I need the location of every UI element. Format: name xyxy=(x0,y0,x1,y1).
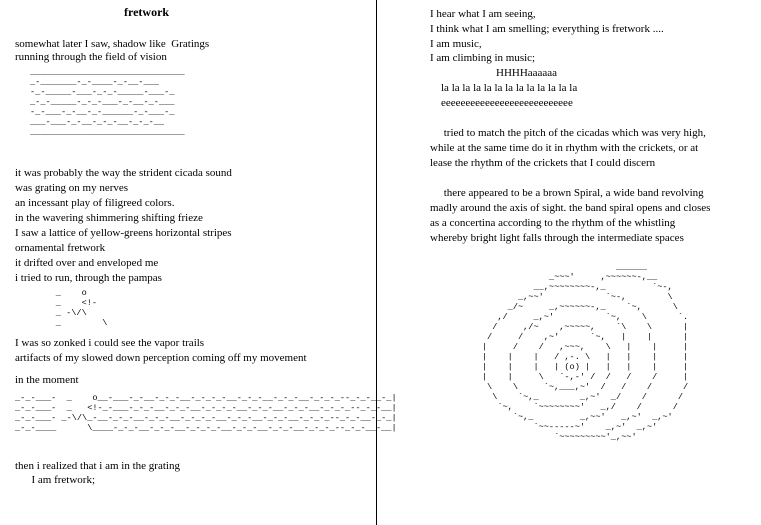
ending-line-1: then i realized that i am in the grating xyxy=(15,460,180,472)
column-divider xyxy=(376,0,377,525)
stanza1-line-5: HHHHaaaaaa xyxy=(430,67,558,79)
stanza2-line-3: lease the rhythm of the crickets that I could discern xyxy=(430,157,656,169)
vapor-line-2: artifacts of my slowed down perception coming off my movement xyxy=(15,352,307,364)
body-line-4: in the wavering shimmering shifting frieze xyxy=(15,212,203,224)
body-line-5: I saw a lattice of yellow-greens horizontal stripes xyxy=(15,227,232,239)
stanza3-line-2: madly around the axis of sight. the band spiral opens and closes xyxy=(430,202,711,214)
stanza1-line-3: I am music, xyxy=(430,38,482,50)
body-line-2: was grating on my nerves xyxy=(15,182,129,194)
stanza3-line-1: there appeared to be a brown Spiral, a wide band revolving xyxy=(430,187,704,199)
stanza1-line-4: I am climbing in music; xyxy=(430,52,536,64)
stanza1-line-2: I think what I am smelling; everything is fretwork .... xyxy=(430,23,664,35)
moment-line: in the moment xyxy=(15,374,79,386)
stanza1-line-6: la la la la la la la la la la la la la xyxy=(430,82,578,94)
stanza1-line-1: I hear what I am seeing, xyxy=(430,8,536,20)
spiral-ascii-art: ______ _~~~' ,~~~~~~-,__ __,~~~~~~~~-,_ `~-, _,~~' `~-, \ _/~ _,~~~~~~-,_ `~, \ ,/ _,~' `~, \ `. / ,/~ ,~~~~~, `\ \ | / / ,~' `~, | | | | / / ,~~~, \ | | | | | | / ,-. \ | | | | | | | | (o) | | | | | | | \ `-,-' / / / / | \ \ `~,___,~' / / / / \ `~,_ _,~' _/ / / `~, `~~~~~~~~' _,/ / / `~,_ _,~~' _,~' _,~' `~~-----~' _,~' _,~' `~~~~~~~~~'_,~~' xyxy=(481,262,689,442)
stanza3-line-4: whereby bright light falls through the intermediate spaces xyxy=(430,232,684,244)
poem-title: fretwork xyxy=(124,5,170,19)
vapor-line-1: I was so zonked i could see the vapor trails xyxy=(15,337,205,349)
body-line-8: i tried to run, through the pampas xyxy=(15,272,162,284)
body-line-7: it drifted over and enveloped me xyxy=(15,257,159,269)
moment-ascii-art: _-_-___- _ o__-___-_-__-_-_-__-_-_-_-__-_-_-__-_-_-__-_-_-_--_-_-__-_| _-_-___- _ <!-_-___-_-_-__-_-_-__-_-_-_-__-_-_-__-_-_-__-_-_-_--_-_-__| _-_-___- _-\/\_-__-_-_-__-_-_-__-_-_-_-__-_-_-__-_-_-__-_-_-_--_-_-__-_-_| _-_-____ \____-_-_-__-_-_-__-_-_-_-__-_-_-__-_-_-__-_-_-_--_-_-__-__| xyxy=(15,393,397,433)
ending-line-2: I am fretwork; xyxy=(15,474,96,486)
body-line-1: it was probably the way the strident cicada sound xyxy=(15,167,232,179)
body-line-3: an incessant play of filigreed colors. xyxy=(15,197,175,209)
intro-line-2: running through the field of vision xyxy=(15,51,167,63)
body-line-6: ornamental fretwork xyxy=(15,242,106,254)
stanza3-line-3: as a concertina according to the rhythm of the whistling xyxy=(430,217,676,229)
stanza1-line-7: eeeeeeeeeeeeeeeeeeeeeeeeeee xyxy=(430,97,573,109)
stanza2-line-1: tried to match the pitch of the cicadas which was very high, xyxy=(430,127,706,139)
grating-ascii-art: ______________________________ _-_______-_-____-_-__-___ -_-_____-___-_-_-_____-___-_ _-_-_____-_-_-___-_-__-_-___ -_-___-_-__-_-______-_-___-_ ___-___-_-__-_-_-__-_-_-__ ______________________________ xyxy=(30,67,185,137)
intro-line-1: somewhat later I saw, shadow like Gratings xyxy=(15,38,210,50)
runner-ascii-art: _ o _ <!- _ -\/\ _ \ xyxy=(55,288,108,328)
stanza2-line-2: while at the same time do it in rhythm with the crickets, or at xyxy=(430,142,699,154)
